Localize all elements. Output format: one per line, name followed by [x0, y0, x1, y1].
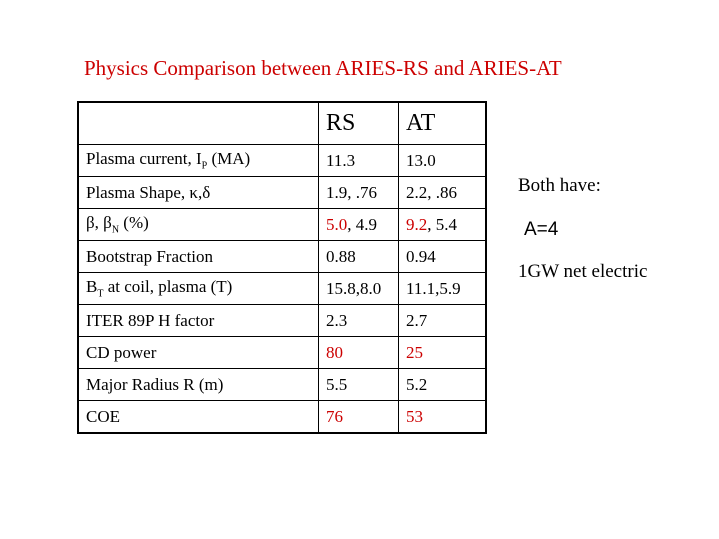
row-label-text: COE	[86, 406, 120, 426]
cell-at-value: 5.2	[406, 374, 428, 394]
table-row	[78, 177, 486, 209]
table-row	[78, 305, 486, 337]
cell-rs-value: 11.3	[326, 150, 356, 170]
row-label-text: Plasma Shape, κ,δ	[86, 182, 211, 202]
row-label-text: B	[86, 277, 98, 297]
row-label-suffix: at coil, plasma (T)	[103, 277, 233, 297]
row-label-subscript: T	[97, 288, 104, 300]
cell-at-value: 0.94	[406, 246, 436, 266]
row-label-text: β, β	[86, 213, 112, 233]
cell-rs-value: 76	[326, 406, 343, 426]
side-note-both-have: Both have:	[518, 175, 601, 196]
cell-rs-value: 5.0	[326, 214, 348, 234]
comparison-table	[77, 101, 487, 434]
cell-rs-value: , 4.9	[347, 214, 377, 234]
cell-at	[399, 273, 487, 305]
row-label-subscript: N	[111, 224, 120, 236]
cell-rs	[319, 241, 399, 273]
side-note-aspect-ratio: A=4	[524, 219, 559, 240]
cell-rs	[319, 369, 399, 401]
row-label	[78, 337, 319, 369]
cell-at-value: 13.0	[406, 150, 436, 170]
table-row	[78, 401, 486, 434]
header-cell-rs: RS	[319, 102, 399, 145]
cell-rs-value: 0.88	[326, 246, 356, 266]
table-row	[78, 241, 486, 273]
cell-at-value: 2.2, .86	[406, 182, 457, 202]
row-label-subscript: P	[201, 160, 208, 172]
cell-at-value: 53	[406, 406, 423, 426]
cell-rs	[319, 177, 399, 209]
cell-at	[399, 145, 487, 177]
header-cell-label	[78, 102, 319, 145]
row-label	[78, 369, 319, 401]
table-row	[78, 273, 486, 305]
row-label-text: Bootstrap Fraction	[86, 246, 214, 266]
table-row	[78, 369, 486, 401]
cell-rs	[319, 273, 399, 305]
table-header-row	[78, 102, 486, 145]
cell-rs	[319, 209, 399, 241]
cell-rs-value: 80	[326, 342, 343, 362]
cell-rs	[319, 145, 399, 177]
row-label	[78, 145, 319, 177]
table-row	[78, 337, 486, 369]
row-label-suffix: (MA)	[207, 149, 251, 169]
cell-at	[399, 369, 487, 401]
row-label	[78, 177, 319, 209]
row-label	[78, 273, 319, 305]
cell-at	[399, 177, 487, 209]
cell-rs-value: 5.5	[326, 374, 348, 394]
row-label-text: ITER 89P H factor	[86, 310, 215, 330]
page-title: Physics Comparison between ARIES-RS and ARIES-AT	[84, 56, 562, 80]
cell-at-value: 9.2	[406, 214, 428, 234]
side-note-net-electric: 1GW net electric	[518, 261, 648, 282]
cell-at-value: , 5.4	[427, 214, 457, 234]
cell-rs	[319, 337, 399, 369]
cell-rs-value: 2.3	[326, 310, 348, 330]
cell-rs-value: 1.9, .76	[326, 182, 377, 202]
cell-at-value: 25	[406, 342, 423, 362]
cell-at	[399, 337, 487, 369]
cell-rs	[319, 305, 399, 337]
cell-at	[399, 401, 487, 434]
table-row	[78, 209, 486, 241]
row-label	[78, 209, 319, 241]
row-label-text: CD power	[86, 342, 157, 362]
row-label	[78, 241, 319, 273]
cell-rs-value: 15.8,8.0	[326, 278, 382, 298]
cell-at	[399, 241, 487, 273]
row-label	[78, 401, 319, 434]
header-cell-at: AT	[399, 102, 487, 145]
row-label-text: Plasma current, I	[86, 149, 202, 169]
row-label	[78, 305, 319, 337]
cell-at-value: 2.7	[406, 310, 428, 330]
cell-rs	[319, 401, 399, 434]
row-label-suffix: (%)	[119, 213, 149, 233]
cell-at-value: 11.1,5.9	[406, 278, 461, 298]
cell-at	[399, 305, 487, 337]
table-row	[78, 145, 486, 177]
row-label-text: Major Radius R (m)	[86, 374, 224, 394]
cell-at	[399, 209, 487, 241]
